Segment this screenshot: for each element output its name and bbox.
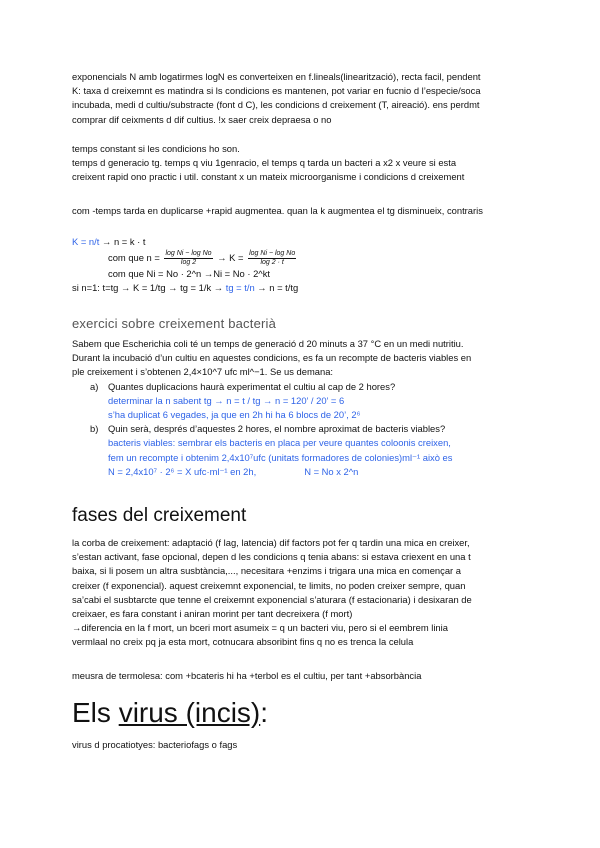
formula-ni: com que Ni = No · 2^n →Ni = No · 2^kt [108, 268, 270, 280]
answer-line: fem un recompte i obtenim 2,4x10⁷ufc (unitats formadores de colonies)ml⁻¹ això es [108, 451, 453, 463]
generation-time-paragraph [72, 142, 550, 185]
question-label: a) [90, 380, 99, 392]
text-line: exponencials N amb logatirmes logN es converteixen en f.lineals(linearització), recta facil, pendent [72, 71, 481, 82]
fraction-denominator: log 2 [180, 259, 197, 267]
formula-k-arrow: → K = [217, 252, 244, 264]
text-line: K: taxa d creixemnt es matindra si ls condicions es mantenen, pot variar en fucnio d l’especie/soca [72, 85, 481, 97]
text-line: baixa, si li posem un altra susbtància,..., necesitara +enzims i trigara una mica en començar a [72, 565, 461, 577]
text-line: creixaer, es fara constant i aniran morint per tant decreixera (f mort) [72, 608, 353, 620]
formula-k-lhs: K = n/t [72, 236, 100, 247]
formula-block [72, 235, 550, 296]
exercise-heading: exercici sobre creixement bacterià [72, 316, 277, 331]
formula-si-suffix: → n = t/tg [254, 282, 299, 294]
answer-line: s’ha duplicat 6 vegades, ja que en 2h hi ha 6 blocs de 20’, 2⁶ [108, 409, 361, 421]
text-line: meusra de termolesa: com +bcateris hi ha +terbol es el cultiu, per tant +absorbància [72, 670, 422, 681]
text-line: vermlaal no creix pq ja esta mort, cotnucara absoribint fins q no es trenca la celula [72, 636, 414, 648]
virus-heading-prefix: Els [72, 697, 119, 728]
question-a [72, 380, 550, 423]
fases-paragraph [72, 536, 550, 650]
text-line: creixer (f exponencial). aquest creixemnt exponencial, te limits, no poden creixer sempre, quan [72, 579, 466, 591]
text-line: →diferencia en la f mort, un bceri mort asumeix = q un bacteri viu, pero si el eembrem linia [72, 622, 448, 634]
fraction-numerator: log Ni − log No [249, 250, 296, 258]
virus-paragraph [72, 738, 550, 752]
text-line: la corba de creixement: adaptació (f lag, latencia) dif factors pot fer q tardin una mica en creixer, [72, 537, 470, 548]
formula-k [72, 235, 550, 249]
fraction-numerator: log Ni − log No [165, 250, 212, 258]
fraction-n [164, 250, 212, 267]
formula-k-rhs: → n = k · t [101, 236, 146, 247]
answer-line [90, 465, 550, 479]
virus-heading-underlined: virus (incis) [118, 697, 261, 728]
fases-heading: fases del creixement [72, 505, 247, 526]
answer-line: bacteris viables: sembrar els bacteris en placa per veure quantes coloonis creixen, [108, 437, 451, 449]
fraction-k [248, 250, 296, 267]
answer-part: N = 2,4x10⁷ · 2⁶ = X ufc·ml⁻¹ en 2h, [108, 465, 257, 477]
formula-n-prefix: com que n = [108, 252, 160, 264]
text-line: s’estan activant, fase opcional, depen d les condicions q tenia abans: si estava criexent en una t [72, 551, 471, 563]
virus-heading [72, 697, 268, 729]
text-line: comprar dif ceixments d dif cultius. !x saer creix depraesa o no [72, 113, 332, 125]
text-line: ple creixement i s’obtenen 2,4×10^7 ufc ml^−1. Se us demana: [72, 366, 334, 378]
formula-si [72, 281, 550, 295]
question-text: Quantes duplicacions haurà experimentat el cultiu al cap de 2 hores? [108, 380, 396, 392]
text-line: incubada, medi d cultiu/substracte (font d C), les condicions d creixement (T, aireació). ens perdmt [72, 99, 480, 111]
duplication-paragraph [72, 204, 550, 218]
text-line: temps d generacio tg. temps q viu 1genracio, el temps q tarda un bacteri a x2 x veure si esta [72, 157, 457, 169]
fraction-denominator: log 2 · t [260, 259, 284, 267]
text-line: com -temps tarda en duplicarse +rapid augmentea. quan la k augmentea el tg disminueix, contraris [72, 205, 483, 216]
text-line: virus d procatiotyes: bacteriofags o fags [72, 739, 238, 750]
intro-paragraph [72, 70, 550, 127]
question-label: b) [90, 423, 99, 435]
exercise-statement [72, 337, 550, 479]
turbidity-paragraph [72, 669, 550, 683]
virus-heading-suffix: : [260, 697, 269, 728]
formula-si-highlight: tg = t/n [225, 282, 255, 294]
text-line: sa’cabi el susbtarcte que tenne el creixemnt exponencial s’aturara (f estacionaria) i desixaran de [72, 593, 472, 605]
text-line: creixent rapid ono practic i util. constant x un mateix microorganisme i condicions d creixement [72, 171, 465, 183]
text-line: Sabem que Escherichia coli té un temps de generació d 20 minuts a 37 °C en un medi nutritiu. [72, 338, 464, 349]
answer-line: determinar la n sabent tg → n = t / tg → n = 120’ / 20’ = 6 [108, 394, 345, 406]
question-list [72, 380, 550, 479]
text-line: Durant la incubació d’un cultiu en aquestes condicions, es fa un recompte de bacteris viables en [72, 352, 472, 364]
text-line: temps constant si les condicions ho son. [72, 143, 240, 154]
question-b [72, 422, 550, 479]
question-text: Quin serà, després d’aquestes 2 hores, el nombre aproximat de bacteris viables? [108, 423, 446, 435]
formula-n [72, 249, 550, 267]
answer-part: N = No x 2^n [304, 465, 359, 477]
formula-si-prefix: si n=1: t=tg → K = 1/tg → tg = 1/k → [72, 282, 226, 294]
